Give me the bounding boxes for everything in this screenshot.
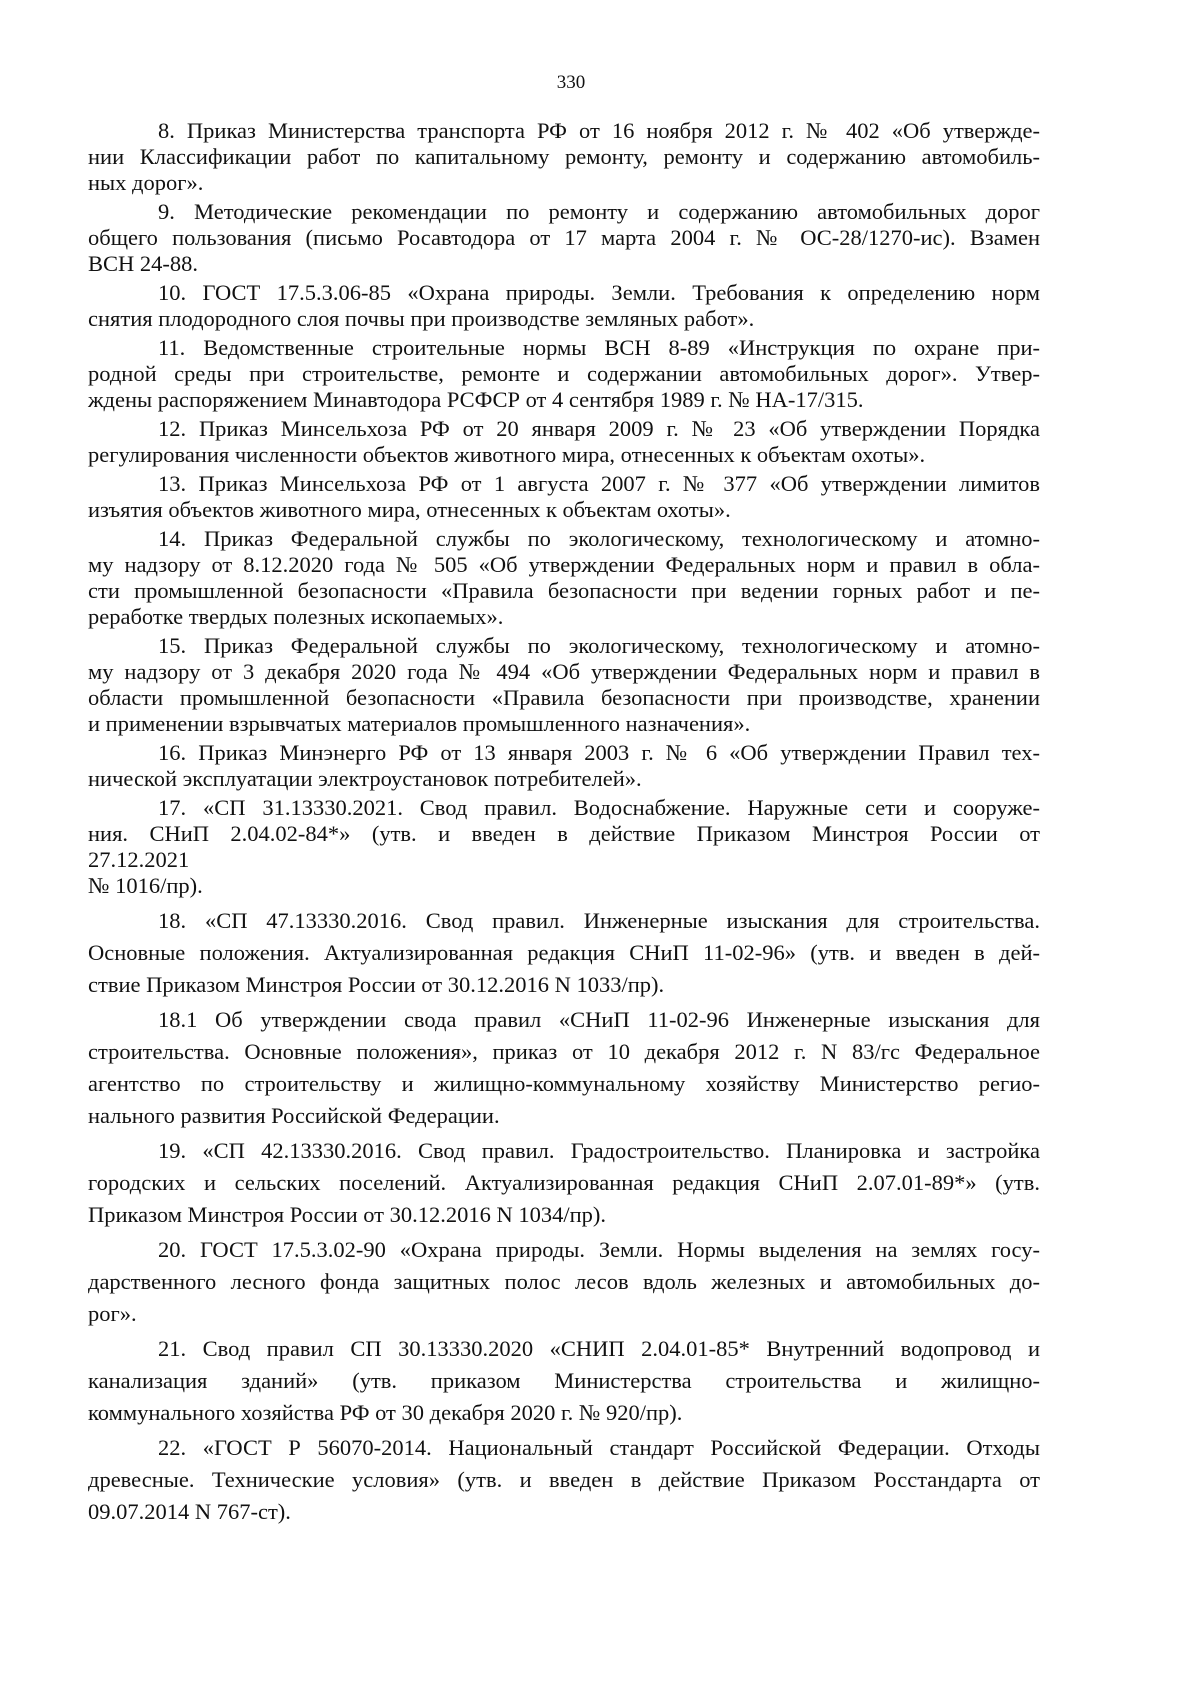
text-line: родной среды при строительстве, ремонте и содержании автомобильных дорог». Утвер- (88, 361, 1040, 386)
text-line: 27.12.2021 (88, 847, 190, 872)
text-line: области промышленной безопасности «Правила безопасности при производстве, хранении (88, 685, 1040, 710)
list-item-13 (88, 471, 1040, 523)
text-line: 15. Приказ Федеральной службы по экологическому, технологическому и атомно- (158, 633, 1040, 658)
text-line: и применении взрывчатых материалов промышленного назначения». (88, 711, 751, 736)
text-line: общего пользования (письмо Росавтодора от 17 марта 2004 г. № ОС-28/1270-ис). Взамен (88, 225, 1040, 250)
text-line: 8. Приказ Министерства транспорта РФ от 16 ноября 2012 г. № 402 «Об утвержде- (158, 118, 1040, 143)
references-block-upper (88, 118, 1040, 899)
list-item-8 (88, 118, 1040, 196)
text-line: 21. Свод правил СП 30.13330.2020 «СНИП 2.04.01-85* Внутренний водопровод и (158, 1336, 1040, 1361)
references-block-lower (88, 905, 1040, 1528)
text-line: реработке твердых полезных ископаемых». (88, 604, 504, 629)
text-line: регулирования численности объектов животного мира, отнесенных к объектам охоты». (88, 442, 926, 467)
list-item-18 (88, 905, 1040, 1001)
text-line: 18.1 Об утверждении свода правил «СНиП 11-02-96 Инженерные изыскания для (158, 1007, 1040, 1032)
text-line: снятия плодородного слоя почвы при производстве земляных работ». (88, 306, 755, 331)
list-item-18-1 (88, 1004, 1040, 1132)
text-line: 09.07.2014 N 767-ст). (88, 1499, 291, 1524)
text-line: № 1016/пр). (88, 873, 203, 898)
text-line: 12. Приказ Минсельхоза РФ от 20 января 2009 г. № 23 «Об утверждении Порядка (158, 416, 1040, 441)
text-line: 18. «СП 47.13330.2016. Свод правил. Инженерные изыскания для строительства. (158, 908, 1040, 933)
text-line: 22. «ГОСТ Р 56070-2014. Национальный стандарт Российской Федерации. Отходы (158, 1435, 1040, 1460)
page-number: 330 (556, 72, 586, 93)
text-line: 20. ГОСТ 17.5.3.02-90 «Охрана природы. Земли. Нормы выделения на землях госу- (158, 1237, 1040, 1262)
text-line: ных дорог». (88, 170, 204, 195)
text-line: ствие Приказом Минстроя России от 30.12.2016 N 1033/пр). (88, 972, 665, 997)
text-line: му надзору от 8.12.2020 года № 505 «Об утверждении Федеральных норм и правил в обла- (88, 552, 1040, 577)
list-item-16 (88, 740, 1040, 792)
text-line: рог». (88, 1301, 137, 1326)
text-line: нической эксплуатации электроустановок потребителей». (88, 766, 642, 791)
document-body (88, 118, 1040, 1528)
list-item-12 (88, 416, 1040, 468)
list-item-11 (88, 335, 1040, 413)
text-line: ния. СНиП 2.04.02-84*» (утв. и введен в действие Приказом Минстроя России от (88, 821, 1040, 846)
text-line: ВСН 24-88. (88, 251, 199, 276)
list-item-9 (88, 199, 1040, 277)
list-item-22 (88, 1432, 1040, 1528)
text-line: 19. «СП 42.13330.2016. Свод правил. Градостроительство. Планировка и застройка (158, 1138, 1040, 1163)
list-item-19 (88, 1135, 1040, 1231)
text-line: 16. Приказ Минэнерго РФ от 13 января 2003 г. № 6 «Об утверждении Правил тех- (158, 740, 1040, 765)
list-item-14 (88, 526, 1040, 630)
text-line: 14. Приказ Федеральной службы по экологическому, технологическому и атомно- (158, 526, 1040, 551)
text-line: 13. Приказ Минсельхоза РФ от 1 августа 2007 г. № 377 «Об утверждении лимитов (158, 471, 1040, 496)
text-line: канализация зданий» (утв. приказом Министерства строительства и жилищно- (88, 1368, 1040, 1393)
text-line: 17. «СП 31.13330.2021. Свод правил. Водоснабжение. Наружные сети и сооруже- (158, 795, 1040, 820)
text-line: дарственного лесного фонда защитных полос лесов вдоль железных и автомобильных до- (88, 1269, 1040, 1294)
text-line: 9. Методические рекомендации по ремонту и содержанию автомобильных дорог (158, 199, 1040, 224)
text-line: сти промышленной безопасности «Правила безопасности при ведении горных работ и пе- (88, 578, 1040, 603)
list-item-15 (88, 633, 1040, 737)
text-line: ждены распоряжением Минавтодора РСФСР от 4 сентября 1989 г. № НА-17/315. (88, 387, 864, 412)
list-item-21 (88, 1333, 1040, 1429)
text-line: нального развития Российской Федерации. (88, 1103, 500, 1128)
text-line: городских и сельских поселений. Актуализированная редакция СНиП 2.07.01-89*» (утв. (88, 1170, 1040, 1195)
text-line: му надзору от 3 декабря 2020 года № 494 «Об утверждении Федеральных норм и правил в (88, 659, 1040, 684)
text-line: агентство по строительству и жилищно-коммунальному хозяйству Министерство регио- (88, 1071, 1040, 1096)
text-line: 10. ГОСТ 17.5.3.06-85 «Охрана природы. Земли. Требования к определению норм (158, 280, 1040, 305)
text-line: коммунального хозяйства РФ от 30 декабря 2020 г. № 920/пр). (88, 1400, 683, 1425)
text-line: изъятия объектов животного мира, отнесенных к объектам охоты». (88, 497, 731, 522)
text-line: нии Классификации работ по капитальному ремонту, ремонту и содержанию автомобиль- (88, 144, 1040, 169)
text-line: 11. Ведомственные строительные нормы ВСН 8-89 «Инструкция по охране при- (158, 335, 1040, 360)
text-line: строительства. Основные положения», приказ от 10 декабря 2012 г. N 83/гс Федеральное (88, 1039, 1040, 1064)
text-line: Приказом Минстроя России от 30.12.2016 N 1034/пр). (88, 1202, 607, 1227)
list-item-20 (88, 1234, 1040, 1330)
list-item-17 (88, 795, 1040, 899)
list-item-10 (88, 280, 1040, 332)
text-line: Основные положения. Актуализированная редакция СНиП 11-02-96» (утв. и введен в дей- (88, 940, 1040, 965)
text-line: древесные. Технические условия» (утв. и введен в действие Приказом Росстандарта от (88, 1467, 1040, 1492)
